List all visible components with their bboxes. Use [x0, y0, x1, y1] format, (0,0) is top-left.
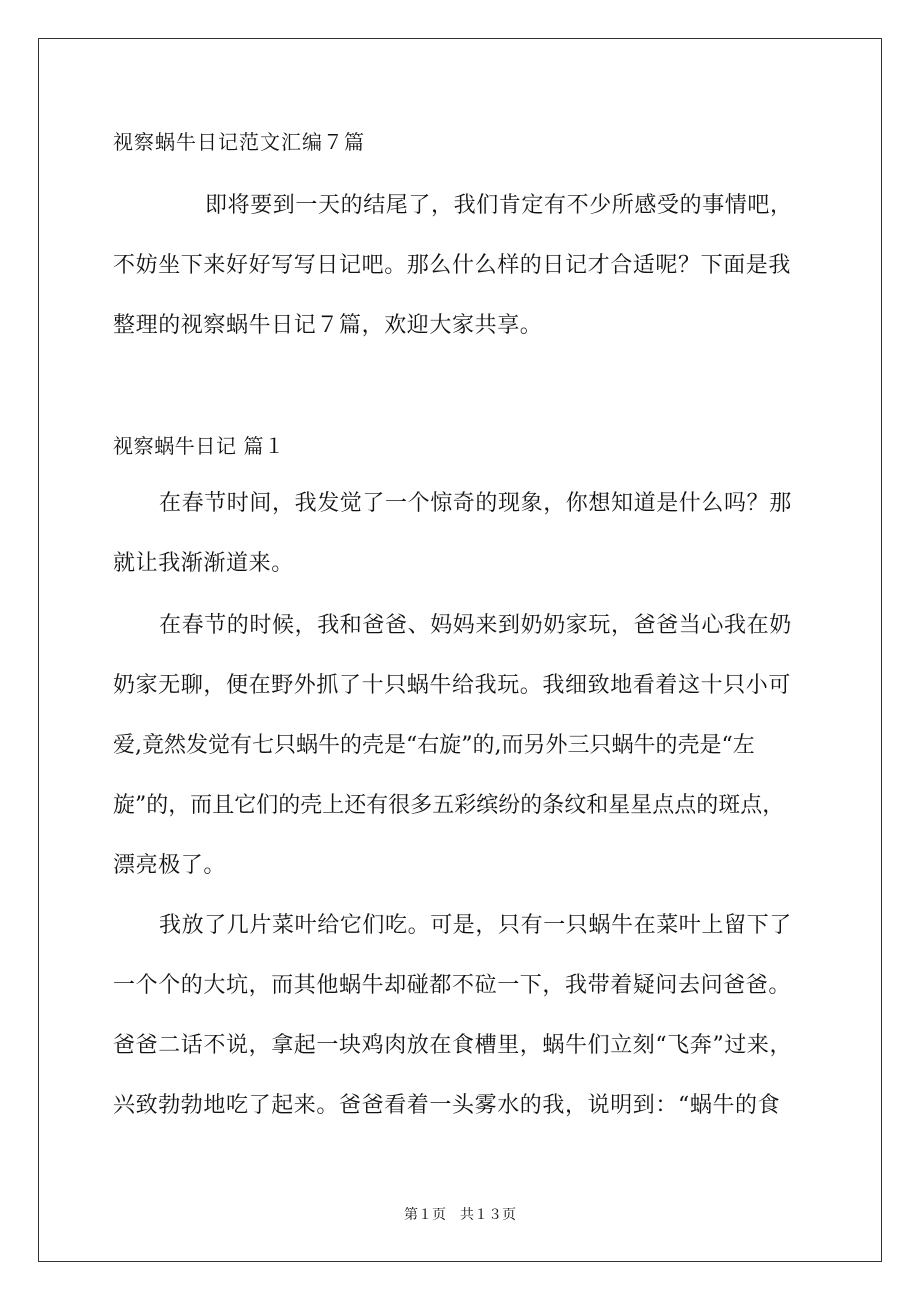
intro-line: 整理的视察蜗牛日记７篇，欢迎大家共享。	[113, 313, 543, 338]
body-line: 在春节时间，我发觉了一个惊奇的现象，你想知道是什么吗？那	[159, 491, 792, 516]
body-line: 在春节的时候，我和爸爸、妈妈来到奶奶家玩，爸爸当心我在奶	[159, 613, 792, 638]
section-heading: 视察蜗牛日记 篇１	[113, 434, 285, 458]
body-line: 爱,竟然发觉有七只蜗牛的壳是“右旋”的,而另外三只蜗牛的壳是“左	[113, 733, 755, 758]
body-line: 一个个的大坑，而其他蜗牛却碰都不砬一下，我带着疑问去问爸爸。	[113, 973, 792, 998]
body-line: 爸爸二话不说，拿起一块鸡肉放在食槽里，蜗牛们立刻“飞奔”过来，	[113, 1033, 793, 1058]
page-border	[38, 38, 882, 1262]
body-line: 旋”的，而且它们的壳上还有很多五彩缤纷的条纹和星星点点的斑点，	[113, 793, 785, 818]
document-title: 视察蜗牛日记范文汇编７篇	[113, 130, 365, 154]
body-line: 漂亮极了。	[113, 853, 227, 878]
body-line: 我放了几片菜叶给它们吃。可是，只有一只蜗牛在菜叶上留下了	[159, 913, 792, 938]
body-line: 奶家无聊，便在野外抓了十只蜗牛给我玩。我细致地看着这十只小可	[113, 673, 792, 698]
intro-line: 即将要到一天的结尾了，我们肯定有不少所感受的事情吧，	[205, 193, 793, 218]
body-line: 就让我渐渐道来。	[113, 551, 294, 576]
intro-line: 不妨坐下来好好写写日记吧。那么什么样的日记才合适呢？下面是我	[113, 253, 792, 278]
body-line: 兴致勃勃地吃了起来。爸爸看着一头雾水的我，说明到：“蜗牛的食	[113, 1093, 781, 1118]
page-footer: 第１页 共１３页	[404, 1207, 516, 1223]
